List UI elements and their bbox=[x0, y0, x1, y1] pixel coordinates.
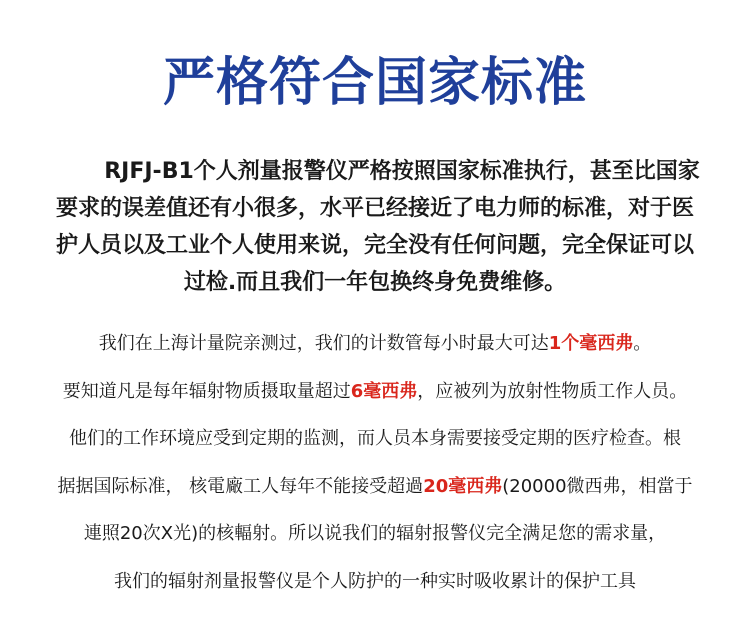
detail-line-4 bbox=[10, 463, 740, 511]
highlight-value: 6毫西弗 bbox=[350, 380, 418, 402]
detail-text: 要知道凡是每年辐射物质摄取量超过 bbox=[62, 380, 351, 402]
intro-line-1: RJFJ-B1个人剂量报警仪严格按照国家标准执行，甚至比国家 bbox=[104, 159, 700, 184]
intro-line-4: 过检.而且我们一年包换终身免费维修。 bbox=[183, 270, 567, 295]
intro-line-3: 护人员以及工业个人使用来说，完全没有任何问题，完全保证可以 bbox=[55, 233, 694, 258]
detail-line-6: 我们的辐射剂量报警仪是个人防护的一种实时吸收累计的保护工具 bbox=[114, 570, 636, 592]
detail-line-2 bbox=[10, 368, 740, 416]
page-title: 严格符合国家标准 bbox=[162, 53, 587, 113]
intro-paragraph bbox=[22, 153, 728, 301]
detail-text: 据据国际标准， 核電廠工人每年不能接受超過 bbox=[57, 475, 424, 497]
detail-text: ，应被列为放射性物质工作人员。 bbox=[417, 380, 688, 402]
highlight-value: 1个毫西弗 bbox=[548, 333, 634, 354]
detail-line-1 bbox=[10, 320, 740, 368]
detail-line-5: 連照20次X光)的核輻射。所以说我们的辐射报警仪完全满足您的需求量， bbox=[83, 523, 667, 544]
detail-text: 我们在上海计量院亲测过，我们的计数管每小时最大可达 bbox=[98, 333, 549, 354]
detail-text: (20000微西弗，相當于 bbox=[502, 475, 693, 497]
detail-paragraph bbox=[10, 320, 740, 605]
detail-line-3: 他们的工作环境应受到定期的监测，而人员本身需要接受定期的医疗检查。根 bbox=[69, 428, 681, 449]
detail-text: 。 bbox=[633, 333, 652, 354]
highlight-value: 20毫西弗 bbox=[423, 475, 503, 497]
intro-line-2: 要求的误差值还有小很多，水平已经接近了电力师的标准，对于医 bbox=[55, 196, 694, 221]
